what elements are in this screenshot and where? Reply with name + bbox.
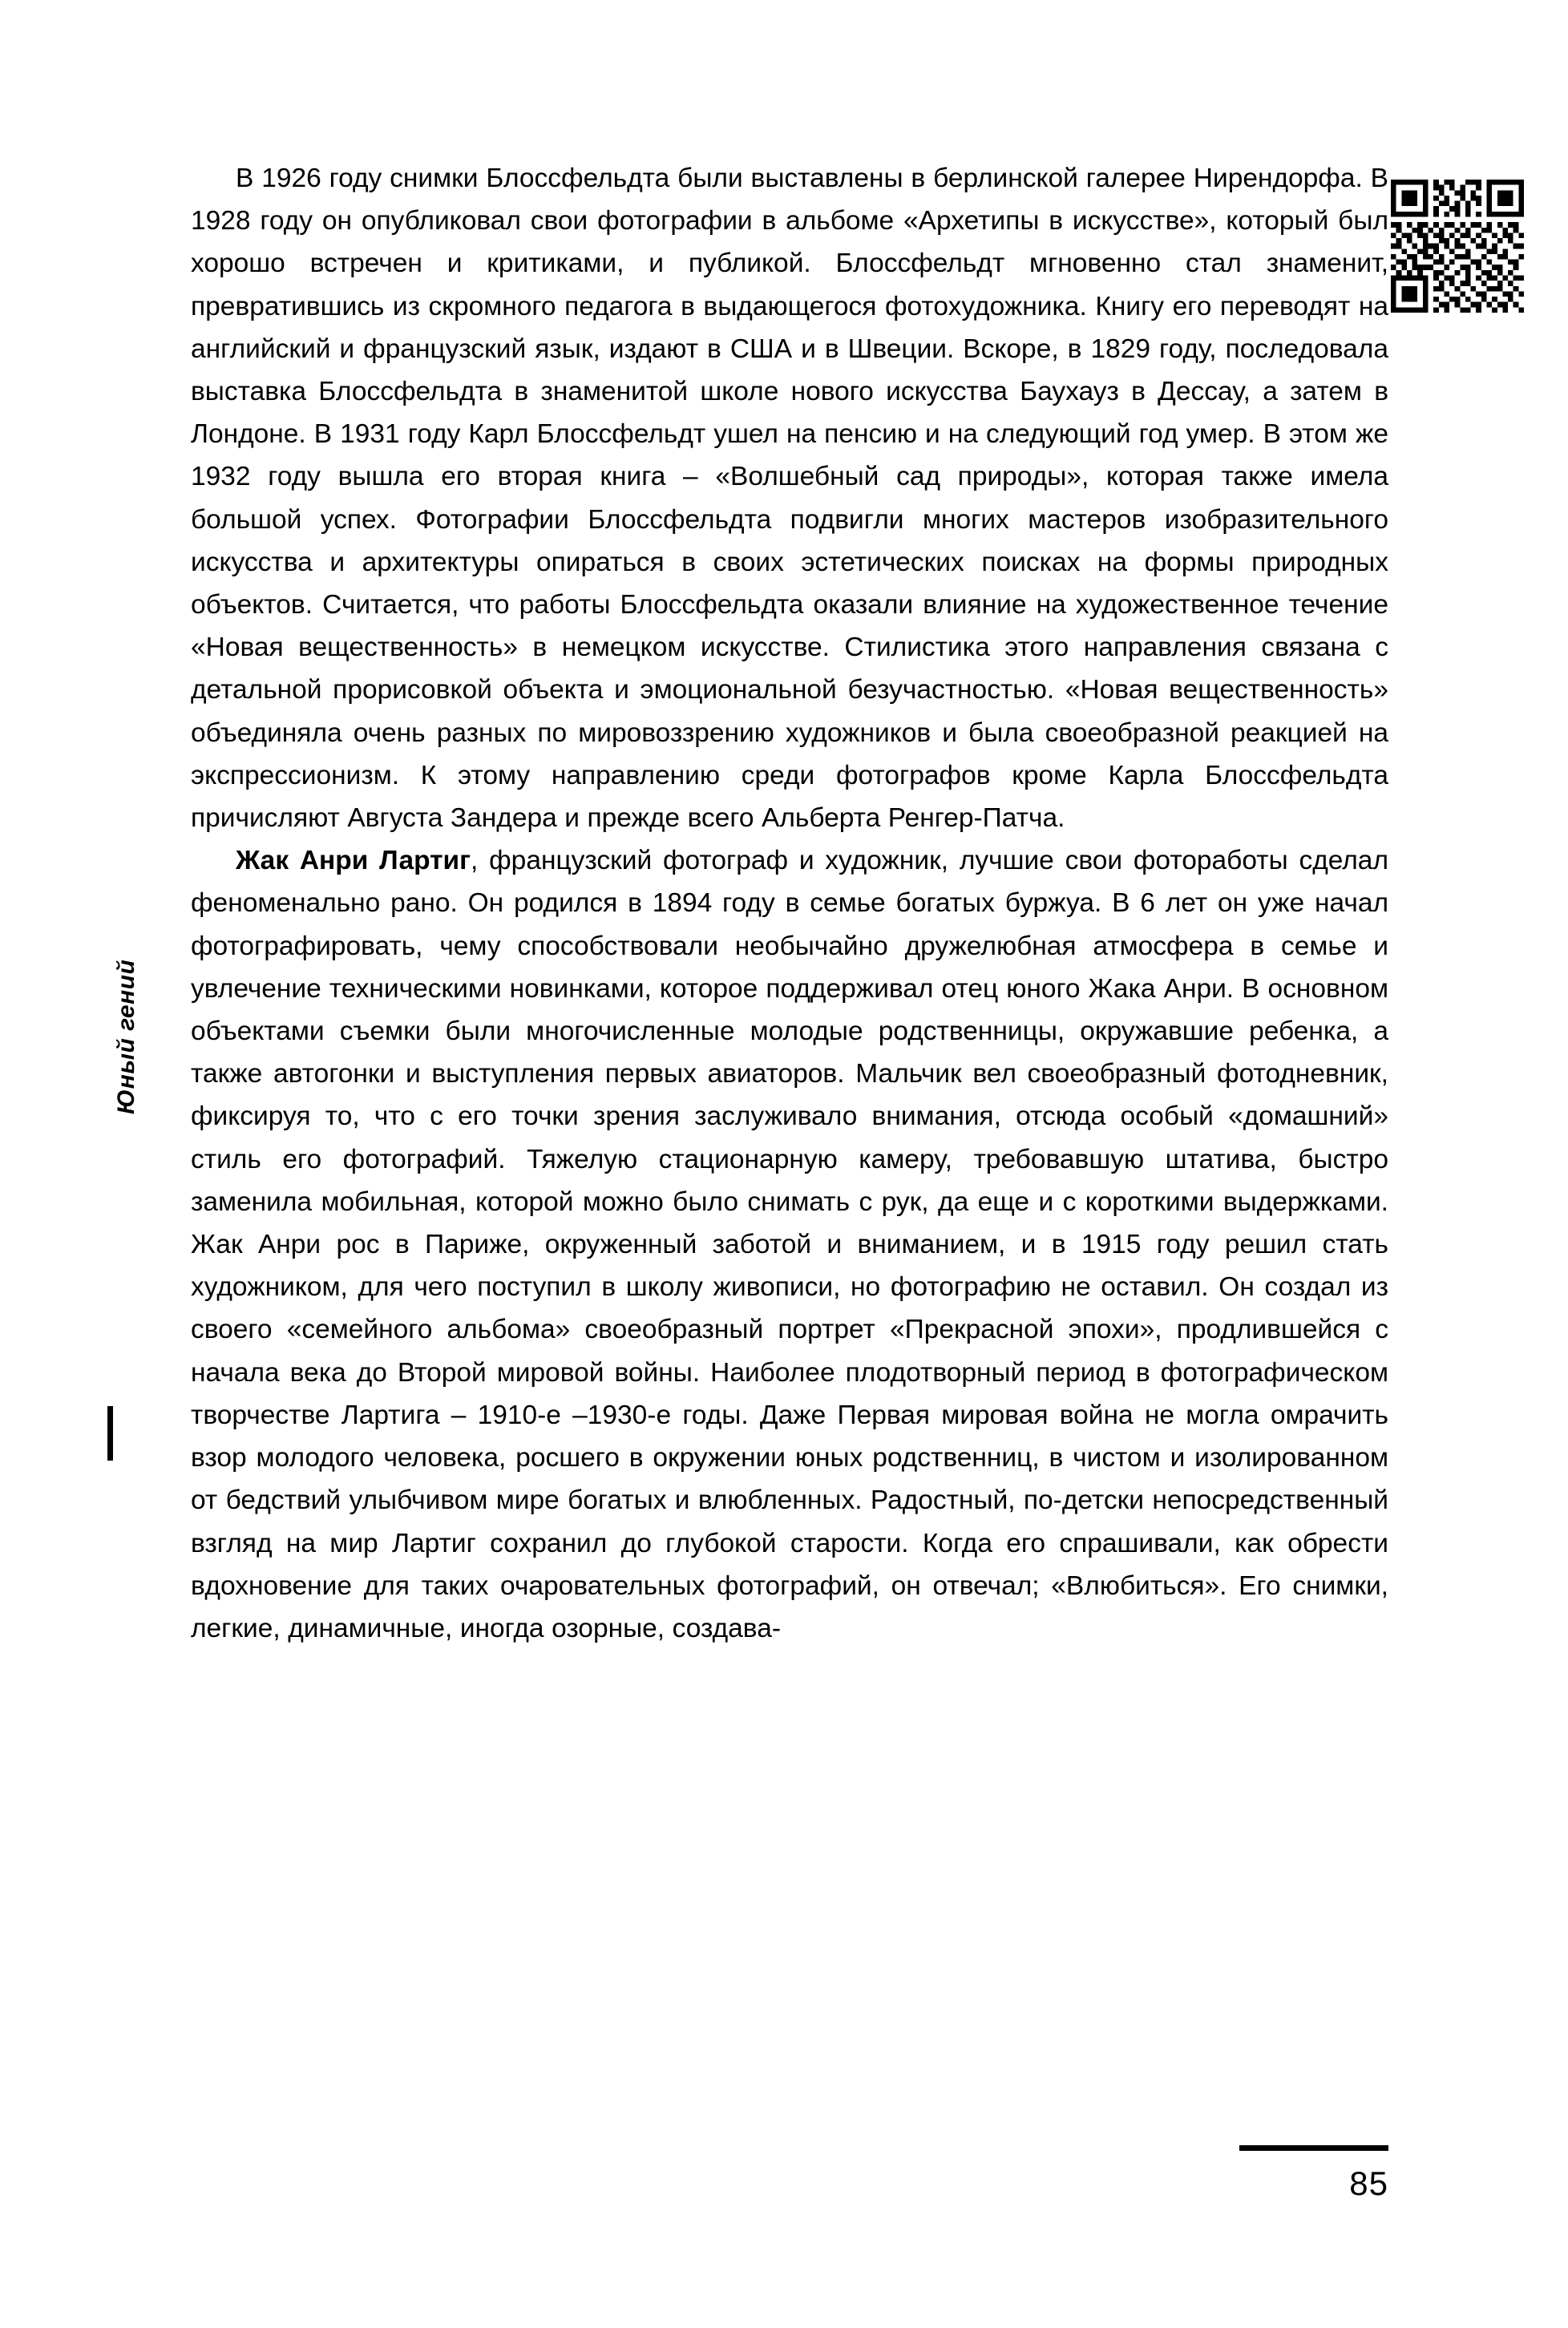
paragraph-lartigue bbox=[191, 839, 1388, 1650]
paragraph-lartigue-lead: Жак Анри Лартиг bbox=[236, 846, 471, 876]
text-column bbox=[191, 157, 1388, 1650]
footer-rule bbox=[1239, 2145, 1388, 2151]
paragraph-blossfeldt: В 1926 году снимки Блоссфельдта были выставлены в берлинской галерее Нирендорфа. В 1928 году он опубликовал свои фотографии в альбоме «Архетипы в искусстве», который был хорошо встречен и критиками, и публикой. Блоссфельдт мгновенно стал знаменит, превратившись из скромного педагога в выдающегося фотохудожника. Книгу его переводят на английский и французский язык, издают в США и в Швеции. Вскоре, в 1829 году, последовала выставка Блоссфельдта в знаменитой школе нового искусства Баухауз в Дессау, а затем в Лондоне. В 1931 году Карл Блоссфельдт ушел на пенсию и на следующий год умер. В этом же 1932 году вышла его вторая книга – «Волшебный сад природы», которая также имела большой успех. Фотографии Блоссфельдта подвигли многих мастеров изобразительного искусства и архитектуры опираться в своих эстетических поисках на формы природных объектов. Считается, что работы Блоссфельдта оказали влияние на художественное течение «Новая вещественность» в немецком искусстве. Стилистика этого направления связана с детальной прорисовкой объекта и эмоциональной безучастностью. «Новая вещественность» объединяла очень разных по мировоззрению художников и была своеобразной реакцией на экспрессионизм. К этому направлению среди фотографов кроме Карла Блоссфельдта причисляют Августа Зандера и прежде всего Альберта Ренгер-Патча. bbox=[191, 164, 1388, 834]
paragraph-lartigue-body: , французский фотограф и художник, лучшие свои фотоработы сделал феноменально рано. Он родился в 1894 году в семье богатых буржуа. В 6 лет он уже начал фотографировать, чему способствовали необычайно дружелюбная атмосфера в семье и увлечение техническими новинками, которое поддерживал отец юного Жака Анри. В основном объектами съемки были многочисленные молодые родственницы, окружавшие ребенка, а также автогонки и выступления первых авиаторов. Мальчик вел своеобразный фотодневник, фиксируя то, что с его точки зрения заслуживало внимания, отсюда особый «домашний» стиль его фотографий. Тяжелую стационарную камеру, требовавшую штатива, быстро заменила мобильная, которой можно было снимать с рук, да еще и с короткими выдержками. Жак Анри рос в Париже, окруженный заботой и вниманием, и в 1915 году решил стать художником, для чего поступил в школу живописи, но фотографию не оставил. Он создал из своего «семейного альбома» своеобразный портрет «Прекрасной эпохи», продлившейся с начала века до Второй мировой войны. Наиболее плодотворный период в фотографическом творчестве Лартига – 1910-е –1930-е годы. Даже Первая мировая война не могла омрачить взор молодого человека, росшего в окружении юных родственниц, в чистом и изолированном от бедствий улыбчивом мире богатых и влюбленных. Радостный, по-детски непосредственный взгляд на мир Лартиг сохранил до глубокой старости. Когда его спрашивали, как обрести вдохновение для таких очаровательных фотографий, он отвечал; «Влюбиться». Его снимки, легкие, динамичные, иногда озорные, создава- bbox=[191, 846, 1388, 1643]
running-title: Юный гений bbox=[113, 959, 139, 1114]
page-number: 85 bbox=[1349, 2164, 1388, 2202]
running-title-rule bbox=[107, 1406, 113, 1461]
qr-code-icon bbox=[1391, 180, 1524, 313]
